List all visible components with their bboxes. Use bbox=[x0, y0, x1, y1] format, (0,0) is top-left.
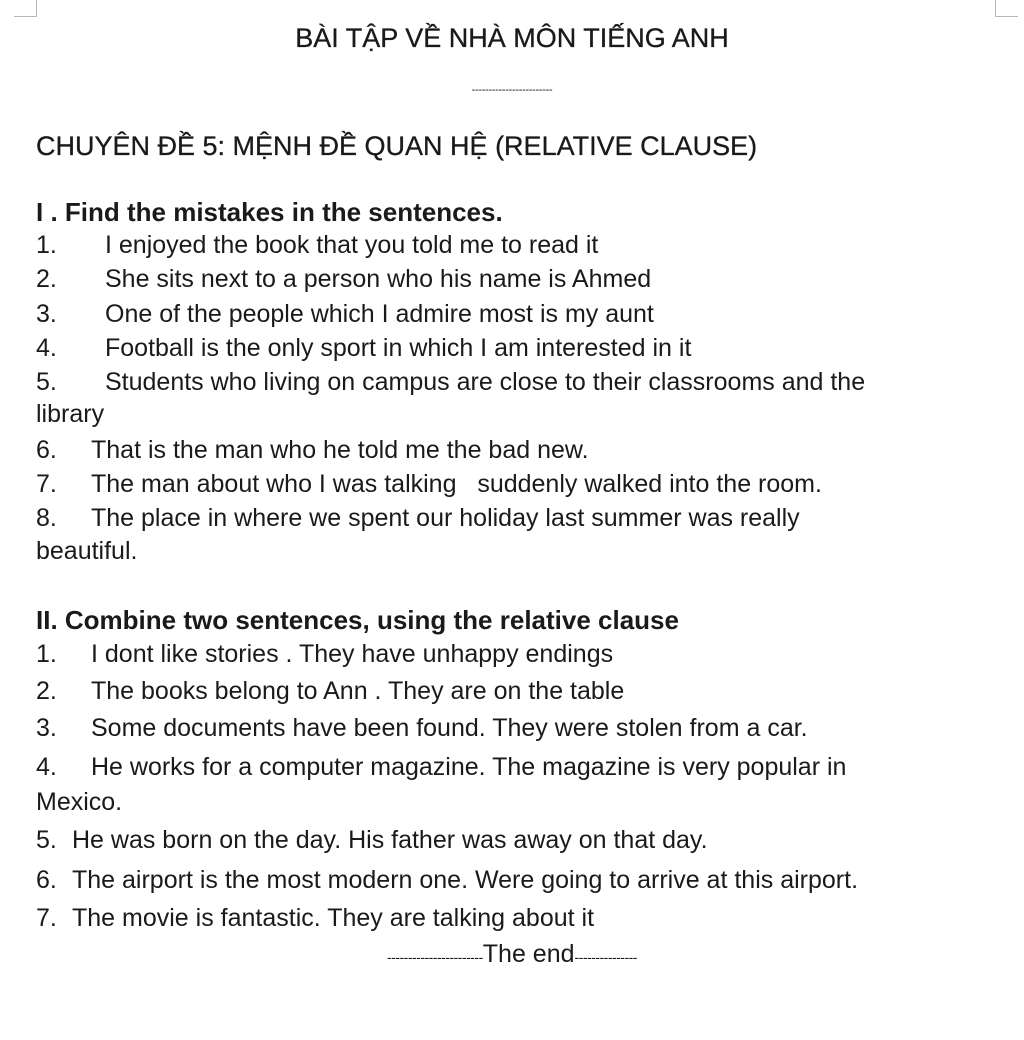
item-text: He works for a computer magazine. The magazine is very popular in bbox=[91, 753, 847, 781]
list-item bbox=[36, 366, 865, 399]
item-number: 1. bbox=[36, 231, 57, 259]
item-number: 4. bbox=[36, 334, 57, 362]
list-item bbox=[36, 502, 800, 535]
item-number: 2. bbox=[36, 677, 57, 705]
page-corner-mark-right bbox=[995, 0, 1018, 17]
item-text: I enjoyed the book that you told me to read it bbox=[105, 231, 599, 259]
footer-dashes-right: --------------- bbox=[574, 949, 637, 965]
item-text: The airport is the most modern one. Were going to arrive at this airport. bbox=[72, 866, 859, 894]
footer-label: The end bbox=[482, 940, 575, 968]
item-text: That is the man who he told me the bad new. bbox=[91, 436, 589, 464]
list-item-continuation: beautiful. bbox=[36, 537, 138, 565]
item-text: Some documents have been found. They were stolen from a car. bbox=[91, 714, 808, 742]
item-number: 6. bbox=[36, 436, 57, 464]
section-1-heading: I . Find the mistakes in the sentences. bbox=[36, 197, 503, 227]
item-number: 6. bbox=[36, 866, 57, 894]
item-number: 4. bbox=[36, 753, 57, 781]
item-number: 2. bbox=[36, 265, 57, 293]
page-corner-mark-left bbox=[14, 0, 37, 17]
item-text: The books belong to Ann . They are on the table bbox=[91, 677, 625, 705]
item-text: The man about who I was talking suddenly walked into the room. bbox=[91, 470, 822, 498]
item-number: 7. bbox=[36, 470, 57, 498]
document-title: BÀI TẬP VỀ NHÀ MÔN TIẾNG ANH bbox=[295, 23, 729, 53]
footer-dashes-left: ----------------------- bbox=[387, 949, 483, 965]
item-number: 7. bbox=[36, 904, 57, 932]
list-item bbox=[36, 902, 594, 935]
title-divider: ------------------------ bbox=[471, 84, 553, 96]
item-text: Students who living on campus are close to their classrooms and the bbox=[105, 368, 866, 396]
item-text: The place in where we spent our holiday last summer was really bbox=[91, 504, 800, 532]
item-number: 5. bbox=[36, 826, 57, 854]
item-number: 3. bbox=[36, 714, 57, 742]
list-item bbox=[36, 468, 822, 501]
list-item bbox=[36, 824, 708, 857]
item-text: I dont like stories . They have unhappy endings bbox=[91, 640, 614, 668]
item-text: Football is the only sport in which I am interested in it bbox=[105, 334, 692, 362]
list-item bbox=[36, 332, 691, 365]
list-item bbox=[36, 675, 624, 708]
list-item-continuation: Mexico. bbox=[36, 788, 123, 816]
list-item bbox=[36, 751, 846, 784]
item-number: 1. bbox=[36, 640, 57, 668]
list-item bbox=[36, 864, 858, 897]
list-item-continuation: library bbox=[36, 400, 105, 428]
item-text: She sits next to a person who his name is Ahmed bbox=[105, 265, 652, 293]
list-item bbox=[36, 229, 598, 262]
list-item bbox=[36, 263, 651, 296]
item-number: 5. bbox=[36, 368, 57, 396]
list-item bbox=[36, 638, 613, 671]
section-2-heading: II. Combine two sentences, using the relative clause bbox=[36, 605, 679, 635]
list-item bbox=[36, 298, 654, 331]
list-item bbox=[36, 434, 589, 467]
item-number: 3. bbox=[36, 300, 57, 328]
document-footer bbox=[0, 938, 1024, 974]
item-text: One of the people which I admire most is my aunt bbox=[105, 300, 654, 328]
item-text: The movie is fantastic. They are talking about it bbox=[72, 904, 595, 932]
item-number: 8. bbox=[36, 504, 57, 532]
list-item bbox=[36, 712, 808, 745]
item-text: He was born on the day. His father was away on that day. bbox=[72, 826, 708, 854]
topic-heading: CHUYÊN ĐỀ 5: MỆNH ĐỀ QUAN HỆ (RELATIVE CLAUSE) bbox=[36, 131, 758, 161]
